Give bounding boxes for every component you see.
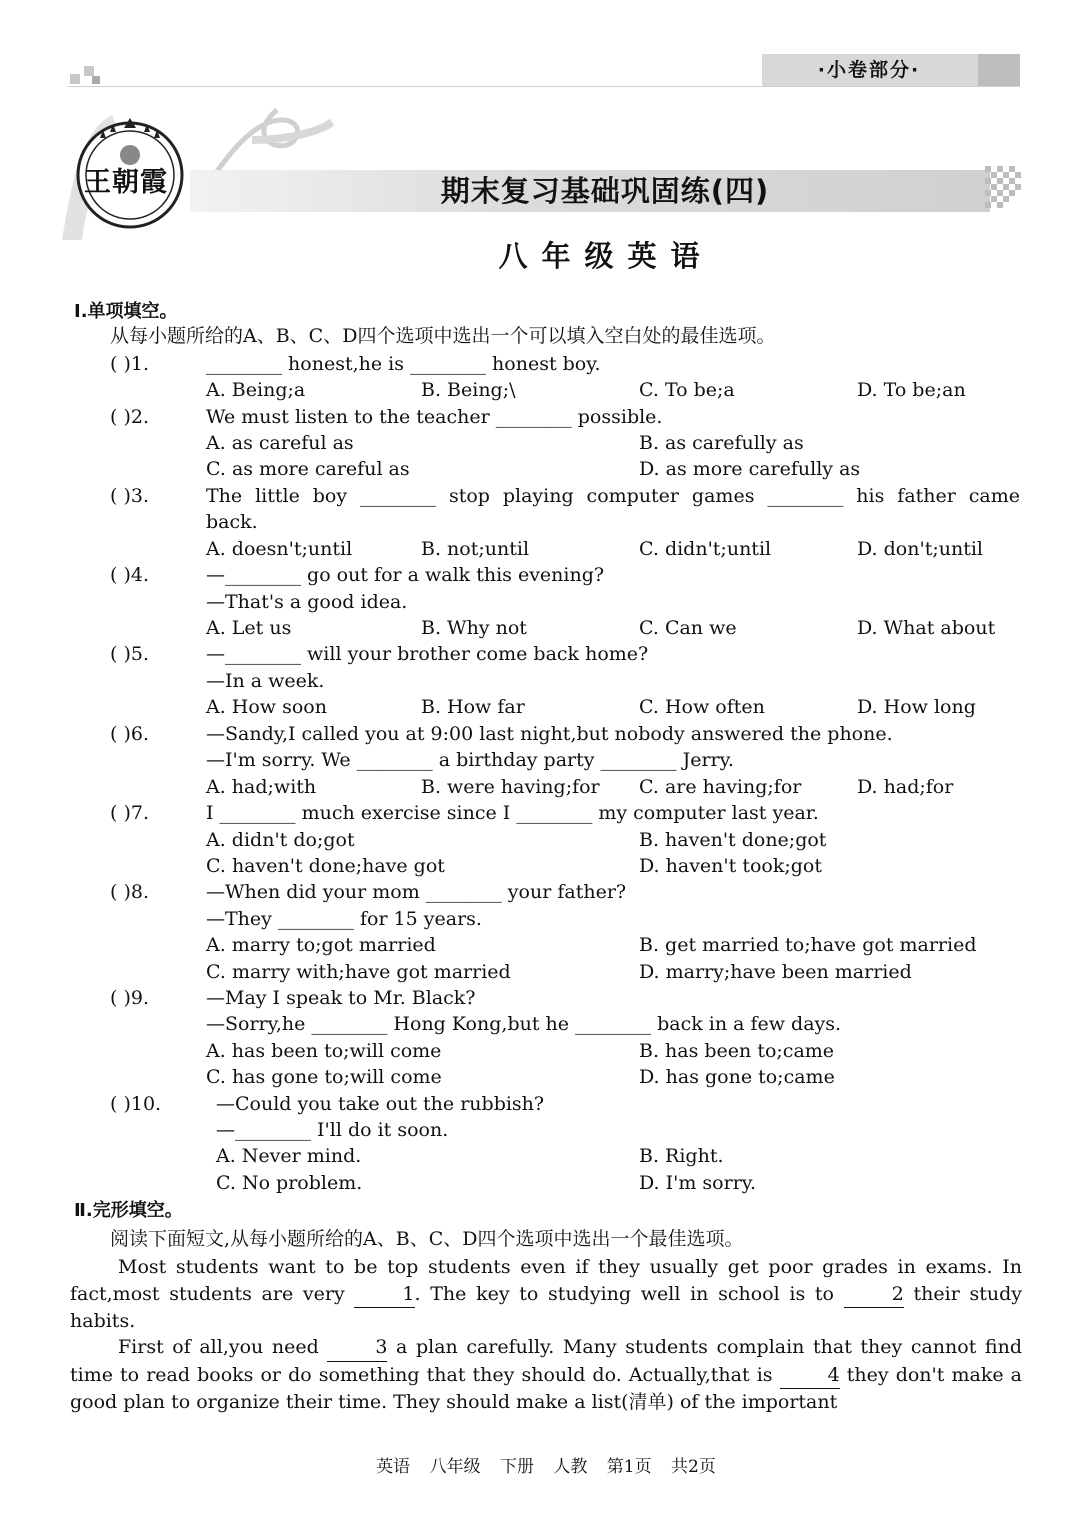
cloze-paragraph-2 <box>70 1334 1022 1416</box>
question-number[interactable]: ( )9. <box>110 987 149 1009</box>
page-subtitle: 八年级英语 <box>498 239 714 273</box>
option-d: D. To be;an <box>857 379 966 401</box>
option-c: C. Can we <box>639 617 737 639</box>
option-a: A. Let us <box>206 617 292 639</box>
question-stem-cont: —They ________ for 15 years. <box>206 908 482 930</box>
cloze-blank-1[interactable]: 1 <box>354 1281 414 1309</box>
question-number[interactable]: ( )1. <box>110 353 149 375</box>
cloze-paragraph-1 <box>70 1254 1022 1335</box>
question-number[interactable]: ( )8. <box>110 881 149 903</box>
option-b: B. How far <box>421 696 525 718</box>
option-d: D. as more carefully as <box>639 458 861 480</box>
question-stem: ________ honest,he is ________ honest boy. <box>206 353 601 375</box>
question-stem-cont: back. <box>206 511 258 533</box>
option-b: B. as carefully as <box>639 432 804 454</box>
decor-square <box>92 76 100 84</box>
option-a: A. had;with <box>206 776 317 798</box>
section-tag-label: ·小卷部分· <box>817 59 921 81</box>
cloze-text: Most students want to be top students even if they usually get poor grades in exams. In fact,most students are very <box>70 1256 1022 1305</box>
question-stem: —Could you take out the rubbish? <box>216 1093 545 1115</box>
question-stem-cont: —In a week. <box>206 670 325 692</box>
cloze-blank-4[interactable]: 4 <box>780 1362 840 1390</box>
cloze-blank-3[interactable]: 3 <box>327 1334 387 1362</box>
page-title: 期末复习基础巩固练(四) <box>440 174 770 208</box>
option-c: C. No problem. <box>216 1172 363 1194</box>
decor-square <box>84 66 94 76</box>
section-tag <box>762 54 1020 86</box>
question-stem: The little boy ________ stop playing computer games ________ his father came <box>206 485 1020 507</box>
option-b: B. not;until <box>421 538 530 560</box>
question-number[interactable]: ( )2. <box>110 406 149 428</box>
cloze-text: First of all,you need <box>118 1336 319 1358</box>
option-d: D. What about <box>857 617 996 639</box>
option-d: D. don't;until <box>857 538 983 560</box>
question-number[interactable]: ( )7. <box>110 802 149 824</box>
option-b: B. Why not <box>421 617 527 639</box>
option-a: A. as careful as <box>206 432 354 454</box>
option-c: C. as more careful as <box>206 458 410 480</box>
question-stem-cont: —I'm sorry. We ________ a birthday party ________ Jerry. <box>206 749 734 771</box>
logo-text: 王朝霞 <box>84 167 168 198</box>
question-number[interactable]: ( )10. <box>110 1093 162 1115</box>
option-c: C. To be;a <box>639 379 735 401</box>
option-d: D. had;for <box>857 776 954 798</box>
page-footer: 英语 八年级 下册 人教 第1页 共2页 <box>376 1457 716 1477</box>
question-stem: I ________ much exercise since I ________ my computer last year. <box>206 802 819 824</box>
header-rule <box>68 86 1020 87</box>
option-b: B. haven't done;got <box>639 829 827 851</box>
question-stem: —When did your mom ________ your father? <box>206 881 627 903</box>
option-c: C. are having;for <box>639 776 802 798</box>
option-a: A. didn't do;got <box>206 829 355 851</box>
option-a: A. How soon <box>206 696 327 718</box>
decor-square <box>70 74 80 84</box>
option-b: B. Being;\ <box>421 379 516 401</box>
option-b: B. were having;for <box>421 776 600 798</box>
question-number[interactable]: ( )6. <box>110 723 149 745</box>
option-c: C. marry with;have got married <box>206 961 511 983</box>
option-a: A. Being;a <box>206 379 306 401</box>
option-b: B. Right. <box>639 1145 724 1167</box>
part1-instruction: 从每小题所给的A、B、C、D四个选项中选出一个可以填入空白处的最佳选项。 <box>110 325 776 347</box>
option-c: C. has gone to;will come <box>206 1066 442 1088</box>
option-c: C. didn't;until <box>639 538 772 560</box>
option-c: C. haven't done;have got <box>206 855 445 877</box>
question-stem-cont: —Sorry,he ________ Hong Kong,but he ________ back in a few days. <box>206 1013 842 1035</box>
part1-heading: Ⅰ.单项填空。 <box>74 301 178 322</box>
cloze-text: they don't make a good plan to organize their time. They should make a list(清单) of the important <box>70 1363 1022 1413</box>
option-d: D. marry;have been married <box>639 961 912 983</box>
question-stem: We must listen to the teacher ________ possible. <box>206 406 663 428</box>
option-d: D. haven't took;got <box>639 855 822 877</box>
option-d: D. has gone to;came <box>639 1066 835 1088</box>
question-stem: —________ go out for a walk this evening? <box>206 564 605 586</box>
option-a: A. Never mind. <box>216 1145 362 1167</box>
question-stem: —________ will your brother come back home? <box>206 643 649 665</box>
part2-instruction: 阅读下面短文,从每小题所给的A、B、C、D四个选项中选出一个最佳选项。 <box>110 1228 744 1250</box>
option-b: B. has been to;came <box>639 1040 835 1062</box>
option-d: D. I'm sorry. <box>639 1172 757 1194</box>
cloze-text: a plan carefully. Many students complain that they cannot find time to read books or do something that they should do. Actually,that is <box>70 1336 1023 1386</box>
option-d: D. How long <box>857 696 976 718</box>
option-c: C. How often <box>639 696 765 718</box>
title-checker-decor <box>985 166 1025 212</box>
question-stem: —Sandy,I called you at 9:00 last night,but nobody answered the phone. <box>206 723 893 745</box>
question-number[interactable]: ( )4. <box>110 564 149 586</box>
cloze-text: . The key to studying well in school is to <box>414 1282 834 1305</box>
option-a: A. doesn't;until <box>206 538 353 560</box>
option-a: A. has been to;will come <box>206 1040 442 1062</box>
option-a: A. marry to;got married <box>206 934 436 956</box>
question-stem-cont: —________ I'll do it soon. <box>216 1119 449 1141</box>
cloze-text: their study habits. <box>70 1282 1022 1332</box>
cloze-blank-2[interactable]: 2 <box>844 1281 904 1309</box>
part2-heading: Ⅱ.完形填空。 <box>74 1200 183 1221</box>
tag-grey-block <box>978 54 1020 86</box>
question-stem-cont: —That's a good idea. <box>206 591 408 613</box>
question-number[interactable]: ( )5. <box>110 643 149 665</box>
question-number[interactable]: ( )3. <box>110 485 149 507</box>
option-b: B. get married to;have got married <box>639 934 977 956</box>
question-stem: —May I speak to Mr. Black? <box>206 987 476 1009</box>
